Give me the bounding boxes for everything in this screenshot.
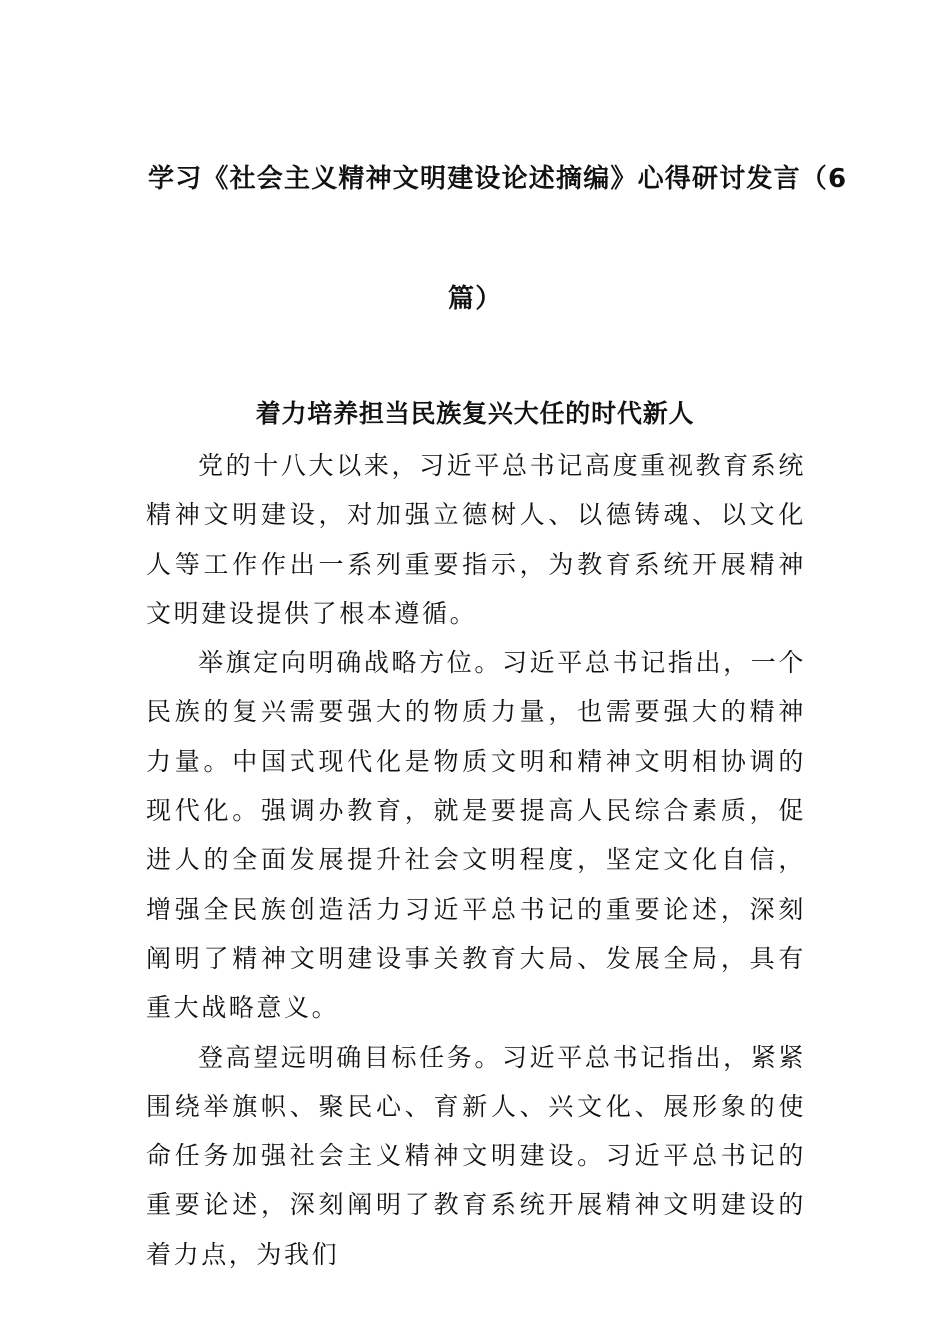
section-heading: 着力培养担当民族复兴大任的时代新人 — [255, 399, 695, 428]
document-title-line-2: 篇） — [448, 284, 503, 314]
paragraph-1: 党的十八大以来，习近平总书记高度重视教育系统精神文明建设，对加强立德树人、以德铸魂、以文化人等工作作出一系列重要指示，为教育系统开展精神文明建设提供了根本遵循。 — [146, 451, 806, 628]
paragraph-2: 举旗定向明确战略方位。习近平总书记指出，一个民族的复兴需要强大的物质力量，也需要强大的精神力量。中国式现代化是物质文明和精神文明相协调的现代化。强调办教育，就是要提高人民综合素质，促进人的全面发展提升社会文明程度，坚定文化自信，增强全民族创造活力习近平总书记的重要论述，深刻阐明了精神文明建设事关教育大局、发展全局，具有重大战略意义。 — [146, 648, 806, 1023]
paragraph-3: 登高望远明确目标任务。习近平总书记指出，紧紧围绕举旗帜、聚民心、育新人、兴文化、展形象的使命任务加强社会主义精神文明建设。习近平总书记的重要论述，深刻阐明了教育系统开展精神文明建设的着力点，为我们 — [146, 1042, 806, 1269]
body-text — [146, 441, 806, 1279]
document-title-line-1: 学习《社会主义精神文明建设论述摘编》心得研讨发言（6 — [148, 164, 848, 194]
